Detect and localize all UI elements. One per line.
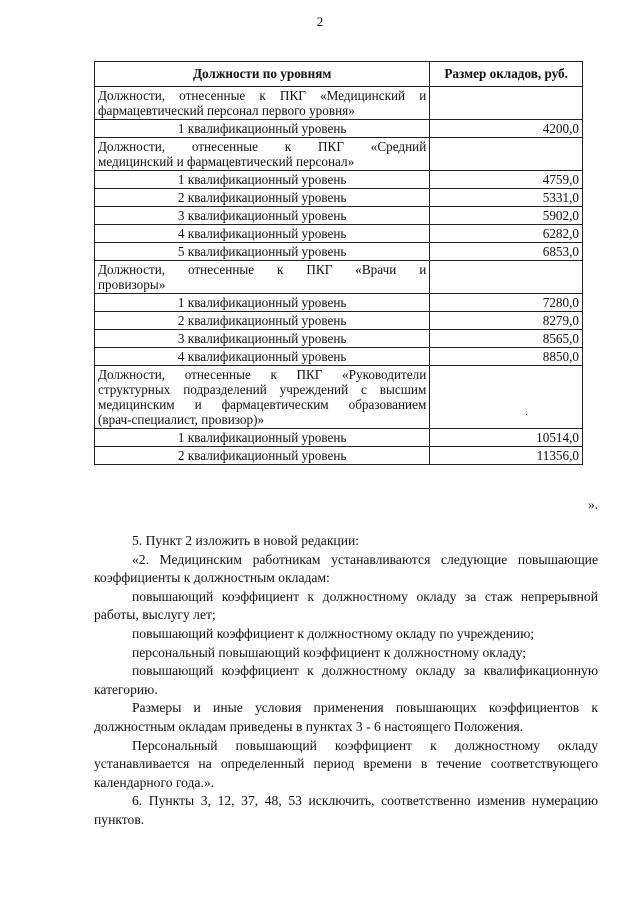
group-row [95, 366, 583, 429]
level-name: 1 квалификационный уровень [95, 294, 430, 312]
level-amount: 11356,0 [430, 447, 583, 465]
group-amount-blank [430, 261, 583, 294]
level-row [95, 330, 583, 348]
group-row [95, 261, 583, 294]
level-amount: 7280,0 [430, 294, 583, 312]
level-row [95, 429, 583, 447]
level-name: 5 квалификационный уровень [95, 243, 430, 261]
group-title: Должности, отнесенные к ПКГ «Руководители структурных подразделений учреждений с высшим медицинским и фармацевтическим образованием (врач-специалист, провизор)» [95, 366, 430, 429]
level-amount: 4200,0 [430, 120, 583, 138]
level-name: 4 квалификационный уровень [95, 225, 430, 243]
level-name: 2 квалификационный уровень [95, 312, 430, 330]
level-row [95, 447, 583, 465]
group-row [95, 138, 583, 171]
level-amount: 5331,0 [430, 189, 583, 207]
group-row [95, 87, 583, 120]
level-amount: 6282,0 [430, 225, 583, 243]
header-salary: Размер окладов, руб. [430, 62, 583, 87]
level-row [95, 312, 583, 330]
group-amount-blank [430, 366, 583, 429]
paragraph: повышающий коэффициент к должностному окладу по учреждению; [132, 625, 535, 641]
group-amount-blank [430, 87, 583, 120]
group-amount-blank [430, 138, 583, 171]
level-name: 2 квалификационный уровень [95, 189, 430, 207]
header-positions: Должности по уровням [95, 62, 430, 87]
paragraph: повышающий коэффициент к должностному окладу за квалификационную категорию. [94, 663, 598, 697]
group-title: Должности, отнесенные к ПКГ «Медицинский и фармацевтический персонал первого уровня» [95, 87, 430, 120]
paragraph: повышающий коэффициент к должностному окладу за стаж непрерывной работы, выслугу лет; [94, 588, 598, 623]
level-name: 3 квалификационный уровень [95, 330, 430, 348]
level-row [95, 243, 583, 261]
level-name: 2 квалификационный уровень [95, 447, 430, 465]
level-amount: 5902,0 [430, 207, 583, 225]
salary-table [94, 61, 583, 465]
level-amount: 10514,0 [430, 429, 583, 447]
level-row [95, 171, 583, 189]
paragraph: 6. Пункты 3, 12, 37, 48, 53 исключить, соответственно изменив нумерацию пунктов. [94, 793, 598, 827]
level-name: 1 квалификационный уровень [95, 171, 430, 189]
level-row [95, 189, 583, 207]
level-name: 4 квалификационный уровень [95, 348, 430, 366]
level-amount: 6853,0 [430, 243, 583, 261]
level-row [95, 225, 583, 243]
paragraph: «2. Медицинским работникам устанавливаются следующие повышающие коэффициенты к должностным окладам: [94, 551, 598, 586]
level-name: 1 квалификационный уровень [95, 120, 430, 138]
level-row [95, 120, 583, 138]
level-amount: 8850,0 [430, 348, 583, 366]
paragraph: 5. Пункт 2 изложить в новой редакции: [132, 533, 360, 548]
closing-quote: ». [588, 497, 599, 512]
level-name: 1 квалификационный уровень [95, 429, 430, 447]
paragraph: персональный повышающий коэффициент к должностному окладу; [132, 644, 526, 660]
level-row [95, 207, 583, 225]
level-amount: 8279,0 [430, 312, 583, 330]
page-number: 2 [316, 14, 324, 29]
group-title: Должности, отнесенные к ПКГ «Врачи и провизоры» [95, 261, 430, 294]
blank-mark: . [525, 407, 528, 418]
level-amount: 4759,0 [430, 171, 583, 189]
level-name: 3 квалификационный уровень [95, 207, 430, 225]
body-text [94, 532, 598, 830]
paragraph: Размеры и иные условия применения повышающих коэффициентов к должностным окладам приведены в пунктах 3 - 6 настоящего Положения. [94, 700, 598, 734]
level-row [95, 348, 583, 366]
level-amount: 8565,0 [430, 330, 583, 348]
table-header-row [95, 62, 583, 87]
paragraph: Персональный повышающий коэффициент к должностному окладу устанавливается на определенный период времени в течение соответствующего календарного года.». [94, 737, 598, 790]
level-row [95, 294, 583, 312]
group-title: Должности, отнесенные к ПКГ «Средний медицинский и фармацевтический персонал» [95, 138, 430, 171]
